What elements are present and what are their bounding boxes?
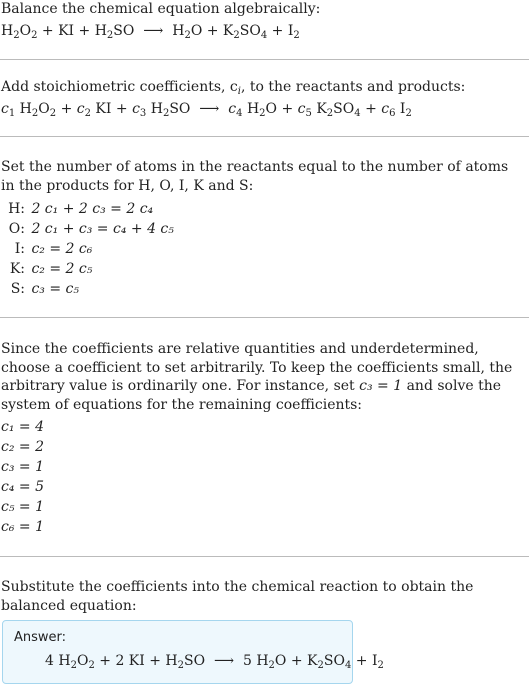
equation-text: 2 c₁ + c₃ = c₄ + 4 c₅ [31,221,174,237]
solution-row: c₂ = 2 [1,439,44,455]
equation-text: c₂ = 2 c₅ [31,261,93,277]
solution-row: c₆ = 1 [1,519,44,535]
equation-text: c₃ = c₅ [31,281,79,297]
equation-row [1,220,174,238]
unbalanced-equation: $H_2O_2$ + KI + $H_2SO$ ⟶ $H_2O + K_2SO_4 + I_2$ [1,23,300,41]
equation-row [1,280,79,298]
equation-text: c₂ = 2 c₆ [31,241,93,257]
section2-intro [1,78,465,96]
equation-label: H: [8,201,25,217]
section1-intro: Balance the chemical equation algebraically: [1,1,321,17]
balanced-equation: 4 $H_2O_2 + 2$ KI + $H_2SO$ ⟶ 5 $H_2O + K_2SO_4 + I_2$ [45,653,384,671]
section4-intro-a: Since the coefficients are relative quantities and underdetermined, choose a coefficient to set arbitrarily. To keep the coefficients small, the arbitrary value is ordinarily one. For instance, set [1,341,513,394]
section2-intro-text: Add stoichiometric coefficients, c [1,79,238,95]
equation-row [1,200,153,218]
section3-intro: Set the number of atoms in the reactants equal to the number of atoms in the products for H, O, I, K and S: [1,159,509,194]
solution-row: c₁ = 4 [1,419,44,435]
section4-intro-b: and solve the system of equations for the remaining coefficients: [1,378,502,413]
equation-label: O: [8,221,25,237]
solution-row: c₅ = 1 [1,499,44,515]
section4-intro-var: c₃ = 1 [359,378,403,394]
divider-3 [0,317,529,318]
equation-label: S: [10,281,25,297]
section2-intro-sub: i [237,86,241,97]
equation-row [1,240,92,258]
equation-label: I: [14,241,25,257]
equation-row [1,260,92,278]
divider-2 [0,136,529,137]
equation-label: K: [9,261,25,277]
divider-1 [0,59,529,60]
section5-intro: Substitute the coefficients into the chemical reaction to obtain the balanced equation: [1,579,474,614]
answer-label: Answer: [14,630,67,645]
section4-intro [1,340,523,414]
equation-text: 2 c₁ + 2 c₃ = 2 c₄ [31,201,154,217]
solution-row: c₃ = 1 [1,459,44,475]
answer-box [2,620,384,684]
solution-row: c₄ = 5 [1,479,44,495]
section2-intro-tail: , to the reactants and products: [240,79,466,95]
coefficient-equation: $c_1$ $H_2O_2 + c_2$ KI + $c_3$ $H_2SO$ ⟶ $c_4$ $H_2O + c_5$ $K_2SO_4 + c_6$ $I_2$ [1,101,412,119]
divider-4 [0,556,529,557]
